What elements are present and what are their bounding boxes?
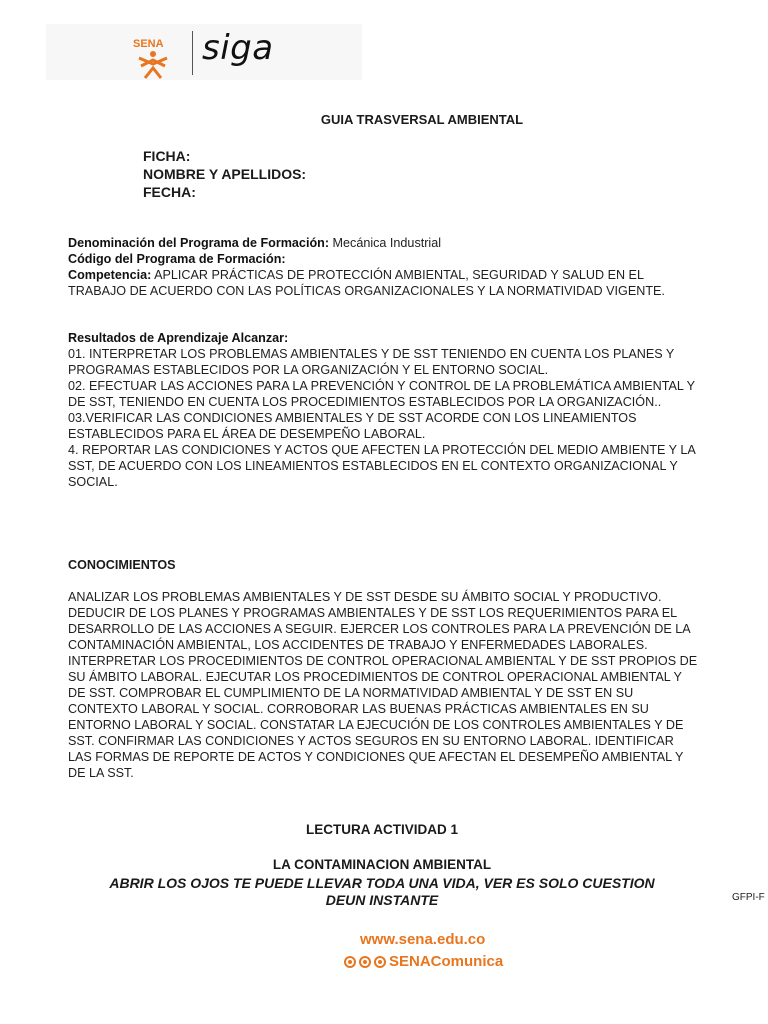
codigo-line (68, 251, 700, 267)
denominacion-label: Denominación del Programa de Formación: (68, 236, 330, 250)
resultados-label (68, 330, 700, 346)
footer-url[interactable]: www.sena.edu.co (360, 931, 486, 948)
nc-icon (374, 956, 386, 968)
quote-line: DEUN INSTANTE (325, 892, 439, 908)
cc-icon (344, 956, 356, 968)
siga-logo: siga (202, 28, 274, 68)
sena-logo-text: SENA (133, 38, 164, 50)
lectura-quote (0, 875, 764, 909)
by-icon (359, 956, 371, 968)
document-code: GFPI-F (732, 892, 765, 903)
resultados-label-text: Resultados de Aprendizaje Alcanzar: (68, 331, 289, 345)
lectura-title: LECTURA ACTIVIDAD 1 (305, 822, 458, 837)
resultados-section (68, 330, 700, 490)
competencia-line (68, 267, 700, 299)
programa-section (68, 235, 700, 299)
social-handle: SENAComunica (389, 953, 504, 970)
footer-social[interactable] (344, 953, 503, 970)
codigo-label: Código del Programa de Formación: (68, 252, 286, 266)
sena-logo (131, 36, 181, 80)
competencia-value: APLICAR PRÁCTICAS DE PROTECCIÓN AMBIENTAL, SEGURIDAD Y SALUD EN EL TRABAJO DE ACUERDO CON LAS POLÍTICAS ORGANIZACIONALES Y LA NORMATIVIDAD VIGENTE. (68, 268, 665, 298)
conocimientos-title: CONOCIMIENTOS (68, 558, 176, 572)
conocimientos-body: ANALIZAR LOS PROBLEMAS AMBIENTALES Y DE SST DESDE SU ÁMBITO SOCIAL Y PRODUCTIVO. DEDUCIR DE LOS PLANES Y PROGRAMAS AMBIENTALES Y DE SST LOS REQUERIMIENTOS PARA EL DESARROLLO DE LAS ACCIONES A SEGUIR. EJERCER LOS CONTROLES PARA LA PREVENCIÓN DE LA CONTAMINACIÓN AMBIENTAL, LOS ACCIDENTES DE TRABAJO Y ENFERMEDADES LABORALES. INTERPRETAR LOS PROCEDIMIENTOS DE CONTROL OPERACIONAL AMBIENTAL Y DE SST PROPIOS DE SU ÁMBITO LABORAL. EJECUTAR LOS PROCEDIMIENTOS DE CONTROL OPERACIONAL AMBIENTAL Y DE SST. COMPROBAR EL CUMPLIMIENTO DE LA NORMATIVIDAD AMBIENTAL Y DE SST EN SU CONTEXTO LABORAL Y SOCIAL. CORROBORAR LAS BUENAS PRÁCTICAS AMBIENTALES EN SU ENTORNO LABORAL Y SOCIAL. CONSTATAR LA EJECUCIÓN DE LOS CONTROLES AMBIENTALES Y DE SST. CONFIRMAR LAS CONDICIONES Y ACTOS SEGUROS EN SU ENTORNO LABORAL. IDENTIFICAR LAS FORMAS DE REPORTE DE ACTOS Y CONDICIONES QUE AFECTAN EL DESEMPEÑO AMBIENTAL Y DE LA SST. (68, 590, 698, 780)
ficha-field: FICHA: (143, 148, 191, 164)
fecha-field: FECHA: (143, 184, 196, 200)
nombre-field: NOMBRE Y APELLIDOS: (143, 166, 307, 182)
resultado-item: 02. EFECTUAR LAS ACCIONES PARA LA PREVENCIÓN Y CONTROL DE LA PROBLEMÁTICA AMBIENTAL Y DE SST, TENIENDO EN CUENTA LOS PROCEDIMIENTOS ESTABLECIDOS POR LA ORGANIZACIÓN.. (68, 379, 695, 409)
competencia-label: Competencia: (68, 268, 152, 282)
denominacion-line (68, 235, 700, 251)
denominacion-value: Mecánica Industrial (329, 236, 442, 250)
contaminacion-title: LA CONTAMINACION AMBIENTAL (272, 857, 492, 872)
resultado-item: 03.VERIFICAR LAS CONDICIONES AMBIENTALES Y DE SST ACORDE CON LOS LINEAMIENTOS ESTABLECIDOS PARA EL ÁREA DE DESEMPEÑO LABORAL. (68, 411, 637, 441)
quote-line: ABRIR LOS OJOS TE PUEDE LLEVAR TODA UNA VIDA, VER ES SOLO CUESTION (109, 875, 655, 891)
resultado-item: 4. REPORTAR LAS CONDICIONES Y ACTOS QUE AFECTEN LA PROTECCIÓN DEL MEDIO AMBIENTE Y LA SST, DE ACUERDO CON LOS LINEAMIENTOS ESTABLECIDOS EN EL CONTEXTO ORGANIZACIONAL Y SOCIAL. (68, 443, 696, 489)
document-title: GUIA TRASVERSAL AMBIENTAL (320, 112, 524, 127)
logo-divider (192, 31, 193, 75)
resultado-item: 01. INTERPRETAR LOS PROBLEMAS AMBIENTALES Y DE SST TENIENDO EN CUENTA LOS PLANES Y PROGRAMAS ESTABLECIDOS POR LA ORGANIZACIÓN Y EL ENTORNO SOCIAL. (68, 347, 675, 377)
